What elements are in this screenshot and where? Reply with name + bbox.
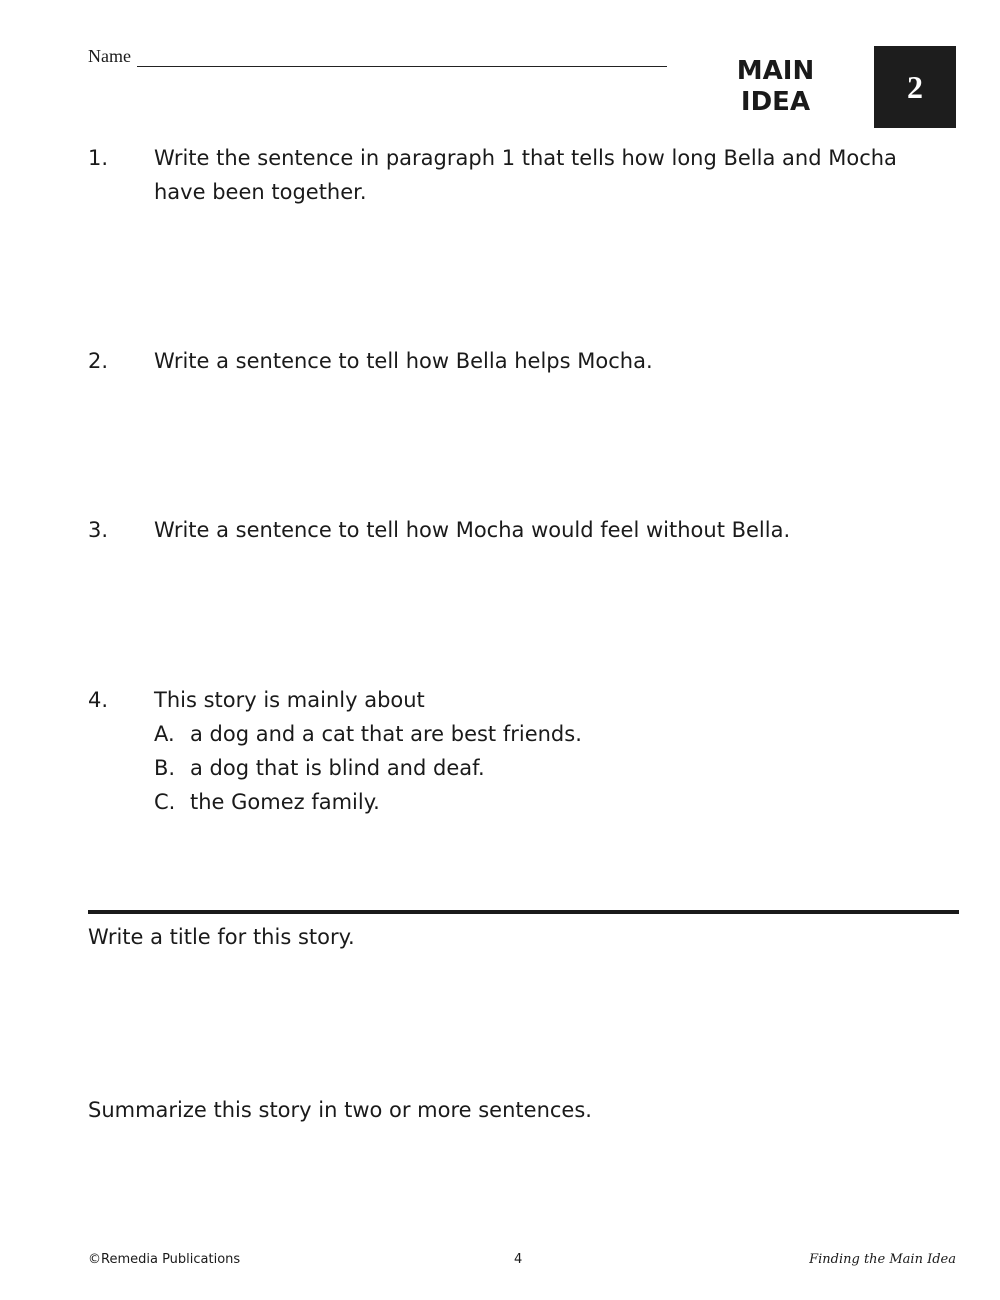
- choice-text: a dog and a cat that are best friends.: [190, 722, 582, 746]
- choice-text: a dog that is blind and deaf.: [190, 756, 485, 780]
- choice-letter: A.: [154, 722, 175, 746]
- question-3: [88, 513, 954, 547]
- name-line: [137, 50, 667, 67]
- question-text: This story is mainly about: [154, 688, 425, 712]
- question-text: Write the sentence in paragraph 1 that tells how long Bella and Mocha: [154, 146, 897, 170]
- name-label: Name: [88, 46, 131, 66]
- question-number: 2.: [88, 349, 109, 373]
- choice-text: the Gomez family.: [190, 790, 380, 814]
- section-title-line1: MAIN: [736, 56, 815, 86]
- choice-b: [154, 751, 954, 785]
- question-number: 1.: [88, 146, 109, 170]
- question-text: have been together.: [154, 180, 367, 204]
- divider: [88, 910, 959, 914]
- choice-letter: C.: [154, 790, 176, 814]
- page-badge: 2: [874, 46, 956, 128]
- choice-c: [154, 785, 954, 819]
- name-field: [88, 46, 667, 67]
- choice-a: [154, 717, 954, 751]
- title-prompt: Write a title for this story.: [88, 925, 355, 949]
- question-text: Write a sentence to tell how Mocha would feel without Bella.: [154, 518, 791, 542]
- choice-letter: B.: [154, 756, 176, 780]
- section-title: [718, 56, 833, 118]
- question-1: [88, 141, 954, 209]
- section-title-line2: IDEA: [740, 87, 811, 117]
- question-2: [88, 344, 954, 378]
- footer-book-title: Finding the Main Idea: [809, 1252, 956, 1267]
- question-text: Write a sentence to tell how Bella helps Mocha.: [154, 349, 653, 373]
- summary-prompt: Summarize this story in two or more sentences.: [88, 1098, 592, 1122]
- question-number: 3.: [88, 518, 109, 542]
- question-4: [88, 683, 954, 819]
- footer-publisher: ©Remedia Publications: [88, 1252, 241, 1267]
- footer-page-number: 4: [514, 1252, 523, 1267]
- question-number: 4.: [88, 688, 109, 712]
